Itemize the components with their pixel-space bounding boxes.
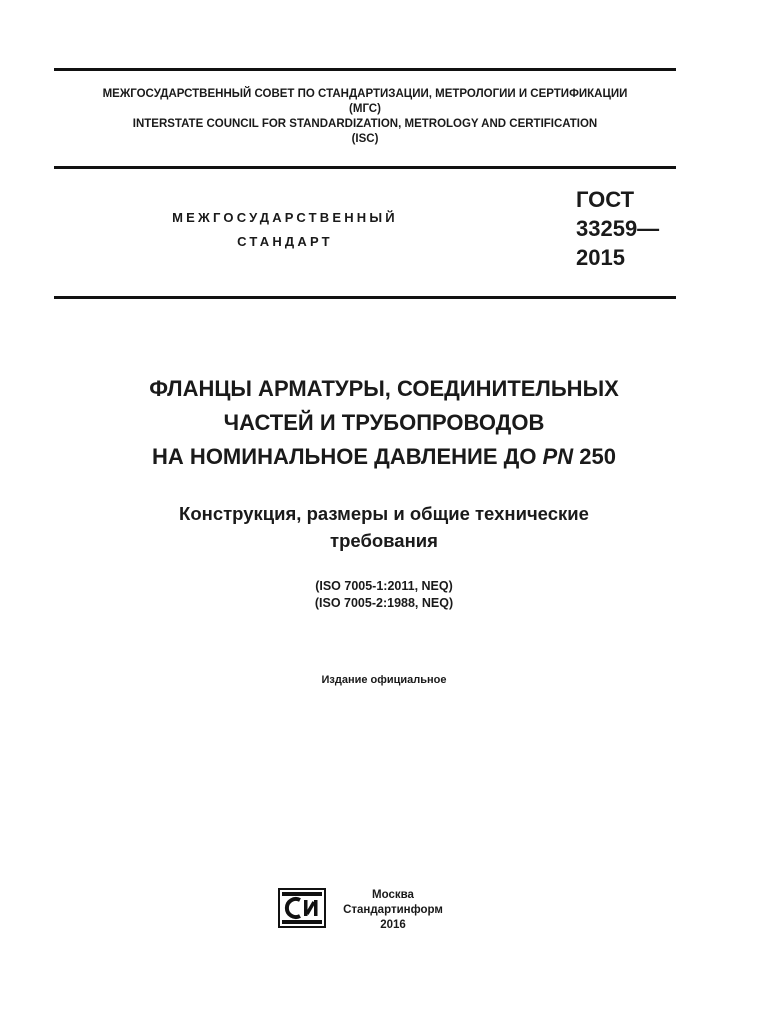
top-rule: [54, 68, 676, 71]
iso-reference: (ISO 7005-2:1988, NEQ): [314, 596, 454, 610]
document-title: [54, 372, 714, 474]
standard-type-line1: МЕЖГОСУДАРСТВЕННЫЙ: [172, 210, 398, 225]
subtitle-line2: требования: [330, 530, 438, 551]
standard-code-year: 2015: [576, 245, 625, 270]
title-pn-symbol: PN: [542, 444, 574, 469]
iso-references: [54, 578, 714, 612]
publisher-block: [338, 888, 448, 933]
standard-code-number: 33259—: [576, 216, 660, 241]
title-line3-text: НА НОМИНАЛЬНОЕ ДАВЛЕНИЕ ДО: [152, 444, 543, 469]
council-abbr-en: (ISC): [351, 133, 379, 145]
council-name-en: INTERSTATE COUNCIL FOR STANDARDIZATION, METROLOGY AND CERTIFICATION: [132, 118, 598, 130]
header-divider: [54, 166, 676, 169]
title-divider: [54, 296, 676, 299]
council-name-ru: МЕЖГОСУДАРСТВЕННЫЙ СОВЕТ ПО СТАНДАРТИЗАЦИИ, МЕТРОЛОГИИ И СЕРТИФИКАЦИИ: [102, 88, 628, 100]
title-line3: [54, 440, 714, 474]
publisher-city: Москва: [372, 889, 414, 901]
standartinform-logo-icon: [278, 888, 326, 928]
iso-reference: (ISO 7005-1:2011, NEQ): [315, 579, 453, 593]
publisher-name: Стандартинформ: [343, 904, 443, 916]
standard-type-label: [120, 206, 450, 254]
title-line1: ФЛАНЦЫ АРМАТУРЫ, СОЕДИНИТЕЛЬНЫХ: [149, 376, 619, 401]
council-block: [54, 87, 676, 147]
publisher-year: 2016: [380, 919, 406, 931]
council-abbr-ru: (МГС): [349, 103, 381, 115]
standard-type-line2: СТАНДАРТ: [237, 234, 333, 249]
standartinform-logo: [278, 888, 326, 928]
document-subtitle: [54, 500, 714, 554]
subtitle-line1: Конструкция, размеры и общие технические: [179, 503, 589, 524]
standard-code: [576, 185, 659, 272]
standard-code-prefix: ГОСТ: [576, 187, 635, 212]
title-line2: ЧАСТЕЙ И ТРУБОПРОВОДОВ: [223, 410, 545, 435]
title-pn-value: 250: [573, 444, 616, 469]
edition-note: Издание официальное: [321, 674, 447, 686]
